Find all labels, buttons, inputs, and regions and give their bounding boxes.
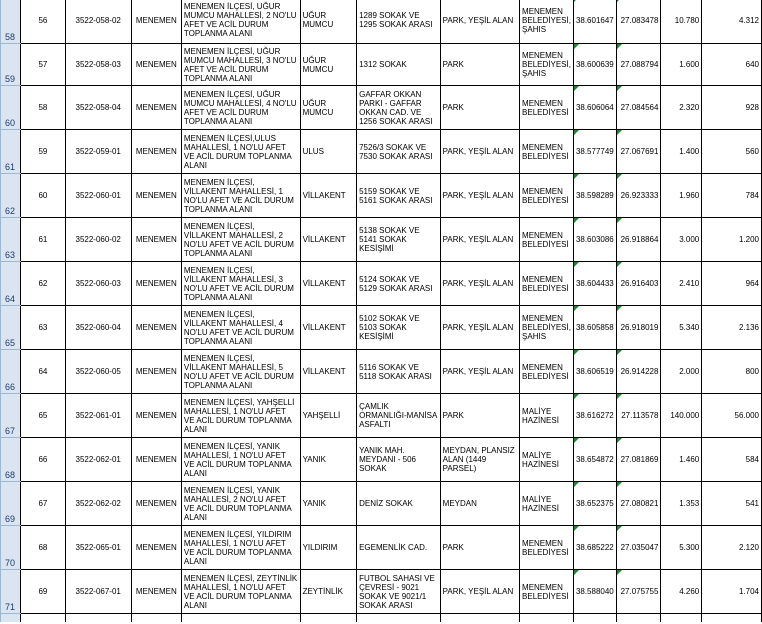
- row-no-cell[interactable]: 63: [21, 306, 66, 350]
- district-cell[interactable]: MENEMEN: [131, 130, 181, 174]
- description-cell[interactable]: MENEMEN İLÇESİ, UĞUR MUMCU MAHALLESİ, 4 NO'LU AFET VE ACİL DURUM TOPLANMA ALANI: [181, 86, 300, 130]
- longitude-cell[interactable]: 27.084564: [616, 86, 661, 130]
- code-cell[interactable]: 3522-058-02: [65, 0, 131, 44]
- neighborhood-cell[interactable]: VİLLAKENT: [300, 350, 357, 394]
- area-type-cell[interactable]: PARK, YEŞİL ALAN: [440, 570, 519, 614]
- neighborhood-cell[interactable]: YANIK: [300, 438, 357, 482]
- area-size-cell[interactable]: 5.300: [661, 526, 702, 570]
- code-cell[interactable]: 3522-059-01: [65, 130, 131, 174]
- owner-cell[interactable]: MENEMEN BELEDİYESİ: [520, 526, 574, 570]
- owner-cell[interactable]: MENEMEN BELEDİYESİ: [520, 130, 574, 174]
- neighborhood-cell[interactable]: VİLLAKENT: [300, 218, 357, 262]
- neighborhood-cell[interactable]: UĞUR MUMCU: [300, 44, 357, 86]
- owner-cell[interactable]: MENEMEN BELEDİYESİ, ŞAHIS: [520, 306, 574, 350]
- code-cell[interactable]: 3522-067-01: [65, 570, 131, 614]
- table-row: [1, 86, 762, 130]
- row-no-cell[interactable]: 62: [21, 262, 66, 306]
- owner-cell[interactable]: MENEMEN BELEDİYESİ: [520, 350, 574, 394]
- row-header[interactable]: 62: [1, 174, 21, 218]
- empty-cell[interactable]: [65, 614, 131, 622]
- description-cell[interactable]: MENEMEN İLÇESİ,ULUS MAHALLESİ, 1 NO'LU AFET VE ACİL DURUM TOPLANMA ALANI: [181, 130, 300, 174]
- neighborhood-cell[interactable]: VİLLAKENT: [300, 262, 357, 306]
- longitude-cell[interactable]: 27.080821: [616, 482, 661, 526]
- area-type-cell[interactable]: MEYDAN: [440, 482, 519, 526]
- code-cell[interactable]: 3522-060-04: [65, 306, 131, 350]
- area-type-cell[interactable]: PARK, YEŞİL ALAN: [440, 0, 519, 44]
- district-cell[interactable]: MENEMEN: [131, 526, 181, 570]
- longitude-cell[interactable]: 27.113578: [616, 394, 661, 438]
- owner-cell[interactable]: MENEMEN BELEDİYESİ: [520, 174, 574, 218]
- row-no-cell[interactable]: 65: [21, 394, 66, 438]
- grid-body: [1, 0, 762, 622]
- neighborhood-cell[interactable]: ZEYTİNLİK: [300, 570, 357, 614]
- location-cell[interactable]: 1289 SOKAK VE 1295 SOKAK ARASI: [357, 0, 441, 44]
- table-row: [1, 218, 762, 262]
- area-size-cell[interactable]: 1.460: [661, 438, 702, 482]
- description-cell[interactable]: MENEMEN İLÇESİ, UĞUR MUMCU MAHALLESİ, 2 NO'LU AFET VE ACİL DURUM TOPLANMA ALANI: [181, 0, 300, 44]
- table-row: [1, 350, 762, 394]
- empty-cell[interactable]: [702, 614, 762, 622]
- row-header[interactable]: 59: [1, 44, 21, 86]
- latitude-cell[interactable]: 38.606064: [573, 86, 616, 130]
- code-cell[interactable]: 3522-060-02: [65, 218, 131, 262]
- row-no-cell[interactable]: 56: [21, 0, 66, 44]
- longitude-cell[interactable]: 27.035047: [616, 526, 661, 570]
- latitude-cell[interactable]: 38.606519: [573, 350, 616, 394]
- owner-cell[interactable]: MENEMEN BELEDİYESİ, ŞAHIS: [520, 0, 574, 44]
- description-cell[interactable]: MENEMEN İLÇESİ, YAHŞELLİ MAHALLESİ, 1 NO'LU AFET VE ACİL DURUM TOPLANMA ALANI: [181, 394, 300, 438]
- owner-cell[interactable]: MENEMEN BELEDİYESİ, ŞAHIS: [520, 44, 574, 86]
- row-header[interactable]: 65: [1, 306, 21, 350]
- latitude-cell[interactable]: 38.577749: [573, 130, 616, 174]
- table-row: [1, 394, 762, 438]
- location-cell[interactable]: 1312 SOKAK: [357, 44, 441, 86]
- table-row: [1, 306, 762, 350]
- area-type-cell[interactable]: PARK, YEŞİL ALAN: [440, 130, 519, 174]
- table-row: [1, 44, 762, 86]
- code-cell[interactable]: 3522-062-01: [65, 438, 131, 482]
- longitude-cell[interactable]: 26.918019: [616, 306, 661, 350]
- table-row: [1, 526, 762, 570]
- district-cell[interactable]: MENEMEN: [131, 350, 181, 394]
- longitude-cell[interactable]: 27.081869: [616, 438, 661, 482]
- description-cell[interactable]: MENEMEN İLÇESİ, YILDIRIM MAHALLESİ, 1 NO'LU AFET VE ACİL DURUM TOPLANMA ALANI: [181, 526, 300, 570]
- district-cell[interactable]: MENEMEN: [131, 0, 181, 44]
- code-cell[interactable]: 3522-058-03: [65, 44, 131, 86]
- row-no-cell[interactable]: 64: [21, 350, 66, 394]
- area-size-cell[interactable]: 5.340: [661, 306, 702, 350]
- location-cell[interactable]: GAFFAR OKKAN PARKI - GAFFAR OKKAN CAD. VE 1256 SOKAK ARASI: [357, 86, 441, 130]
- area-size-cell[interactable]: 3.000: [661, 218, 702, 262]
- row-header[interactable]: 61: [1, 130, 21, 174]
- owner-cell[interactable]: MENEMEN BELEDİYESİ: [520, 218, 574, 262]
- owner-cell[interactable]: MENEMEN BELEDİYESİ: [520, 86, 574, 130]
- location-cell[interactable]: 5159 SOKAK VE 5161 SOKAK ARASI: [357, 174, 441, 218]
- district-cell[interactable]: MENEMEN: [131, 218, 181, 262]
- location-cell[interactable]: 5124 SOKAK VE 5129 SOKAK ARASI: [357, 262, 441, 306]
- row-no-cell[interactable]: 58: [21, 86, 66, 130]
- location-cell[interactable]: ÇAMLIK ORMANLIĞI-MANİSA ASFALTI: [357, 394, 441, 438]
- code-cell[interactable]: 3522-058-04: [65, 86, 131, 130]
- row-no-cell[interactable]: 57: [21, 44, 66, 86]
- empty-cell[interactable]: [181, 614, 300, 622]
- table-row: [1, 130, 762, 174]
- area-type-cell[interactable]: PARK, YEŞİL ALAN: [440, 306, 519, 350]
- latitude-cell[interactable]: 38.685222: [573, 526, 616, 570]
- row-no-cell[interactable]: 59: [21, 130, 66, 174]
- empty-cell[interactable]: [573, 614, 616, 622]
- description-cell[interactable]: MENEMEN İLÇESİ, VİLLAKENT MAHALLESİ, 4 NO'LU AFET VE ACİL DURUM TOPLANMA ALANI: [181, 306, 300, 350]
- area-type-cell[interactable]: PARK: [440, 44, 519, 86]
- area-type-cell[interactable]: MEYDAN, PLANSIZ ALAN (1449 PARSEL): [440, 438, 519, 482]
- code-cell[interactable]: 3522-060-05: [65, 350, 131, 394]
- location-cell[interactable]: YANIK MAH. MEYDANI - 506 SOKAK: [357, 438, 441, 482]
- description-cell[interactable]: MENEMEN İLÇESİ, VİLLAKENT MAHALLESİ, 3 NO'LU AFET VE ACİL DURUM TOPLANMA ALANI: [181, 262, 300, 306]
- description-cell[interactable]: MENEMEN İLÇESİ, YANIK MAHALLESİ, 1 NO'LU AFET VE ACİL DURUM TOPLANMA ALANI: [181, 438, 300, 482]
- code-cell[interactable]: 3522-062-02: [65, 482, 131, 526]
- empty-cell[interactable]: [357, 614, 441, 622]
- area-size-cell[interactable]: 10.780: [661, 0, 702, 44]
- area-size-cell[interactable]: 4.260: [661, 570, 702, 614]
- longitude-cell[interactable]: 26.923333: [616, 174, 661, 218]
- area-type-cell[interactable]: PARK: [440, 526, 519, 570]
- table-row: [1, 174, 762, 218]
- neighborhood-cell[interactable]: YANIK: [300, 482, 357, 526]
- table-row: [1, 262, 762, 306]
- capacity-cell[interactable]: 800: [702, 350, 762, 394]
- location-cell[interactable]: FUTBOL SAHASI VE ÇEVRESİ - 9021 SOKAK VE 9021/1 SOKAK ARASI: [357, 570, 441, 614]
- area-size-cell[interactable]: 2.410: [661, 262, 702, 306]
- row-no-cell[interactable]: 61: [21, 218, 66, 262]
- row-header[interactable]: 70: [1, 526, 21, 570]
- empty-cell[interactable]: [520, 614, 574, 622]
- empty-cell[interactable]: [131, 614, 181, 622]
- table-row: [1, 614, 762, 622]
- area-type-cell[interactable]: PARK, YEŞİL ALAN: [440, 350, 519, 394]
- longitude-cell[interactable]: 27.083478: [616, 0, 661, 44]
- location-cell[interactable]: DENİZ SOKAK: [357, 482, 441, 526]
- row-no-cell[interactable]: 68: [21, 526, 66, 570]
- district-cell[interactable]: MENEMEN: [131, 394, 181, 438]
- table-row: [1, 570, 762, 614]
- row-header[interactable]: 71: [1, 570, 21, 614]
- capacity-cell[interactable]: 560: [702, 130, 762, 174]
- district-cell[interactable]: MENEMEN: [131, 570, 181, 614]
- row-header[interactable]: 67: [1, 394, 21, 438]
- owner-cell[interactable]: MENEMEN BELEDİYESİ: [520, 262, 574, 306]
- district-cell[interactable]: MENEMEN: [131, 86, 181, 130]
- latitude-cell[interactable]: 38.654872: [573, 438, 616, 482]
- neighborhood-cell[interactable]: ULUS: [300, 130, 357, 174]
- location-cell[interactable]: 5138 SOKAK VE 5141 SOKAK KESİŞİMİ: [357, 218, 441, 262]
- longitude-cell[interactable]: 26.918864: [616, 218, 661, 262]
- longitude-cell[interactable]: 27.088794: [616, 44, 661, 86]
- row-header[interactable]: 68: [1, 438, 21, 482]
- area-type-cell[interactable]: PARK, YEŞİL ALAN: [440, 174, 519, 218]
- area-type-cell[interactable]: PARK: [440, 86, 519, 130]
- area-type-cell[interactable]: PARK: [440, 394, 519, 438]
- row-header[interactable]: 64: [1, 262, 21, 306]
- capacity-cell[interactable]: 2.120: [702, 526, 762, 570]
- table-row: [1, 0, 762, 44]
- capacity-cell[interactable]: 964: [702, 262, 762, 306]
- area-size-cell[interactable]: 1.960: [661, 174, 702, 218]
- area-type-cell[interactable]: PARK, YEŞİL ALAN: [440, 262, 519, 306]
- description-cell[interactable]: MENEMEN İLÇESİ, UĞUR MUMCU MAHALLESİ, 3 NO'LU AFET VE ACİL DURUM TOPLANMA ALANI: [181, 44, 300, 86]
- area-size-cell[interactable]: 2.000: [661, 350, 702, 394]
- empty-cell[interactable]: [661, 614, 702, 622]
- owner-cell[interactable]: MALİYE HAZİNESİ: [520, 394, 574, 438]
- latitude-cell[interactable]: 38.598289: [573, 174, 616, 218]
- capacity-cell[interactable]: 1.704: [702, 570, 762, 614]
- neighborhood-cell[interactable]: UĞUR MUMCU: [300, 0, 357, 44]
- empty-cell[interactable]: [440, 614, 519, 622]
- code-cell[interactable]: 3522-060-03: [65, 262, 131, 306]
- neighborhood-cell[interactable]: VİLLAKENT: [300, 306, 357, 350]
- row-no-cell[interactable]: 60: [21, 174, 66, 218]
- description-cell[interactable]: MENEMEN İLÇESİ, YANIK MAHALLESİ, 2 NO'LU AFET VE ACİL DURUM TOPLANMA ALANI: [181, 482, 300, 526]
- district-cell[interactable]: MENEMEN: [131, 44, 181, 86]
- capacity-cell[interactable]: 584: [702, 438, 762, 482]
- owner-cell[interactable]: MALİYE HAZİNESİ: [520, 438, 574, 482]
- neighborhood-cell[interactable]: UĞUR MUMCU: [300, 86, 357, 130]
- longitude-cell[interactable]: 27.067691: [616, 130, 661, 174]
- district-cell[interactable]: MENEMEN: [131, 482, 181, 526]
- area-size-cell[interactable]: 1.400: [661, 130, 702, 174]
- area-size-cell[interactable]: 1.600: [661, 44, 702, 86]
- location-cell[interactable]: 5116 SOKAK VE 5118 SOKAK ARASI: [357, 350, 441, 394]
- district-cell[interactable]: MENEMEN: [131, 438, 181, 482]
- row-header[interactable]: 60: [1, 86, 21, 130]
- row-no-cell[interactable]: 66: [21, 438, 66, 482]
- row-header[interactable]: 58: [1, 0, 21, 44]
- latitude-cell[interactable]: 38.616272: [573, 394, 616, 438]
- district-cell[interactable]: MENEMEN: [131, 262, 181, 306]
- code-cell[interactable]: 3522-060-01: [65, 174, 131, 218]
- latitude-cell[interactable]: 38.600639: [573, 44, 616, 86]
- capacity-cell[interactable]: 640: [702, 44, 762, 86]
- description-cell[interactable]: MENEMEN İLÇESİ, ZEYTİNLİK MAHALLESİ, 1 NO'LU AFET VE ACİL DURUM TOPLANMA ALANI: [181, 570, 300, 614]
- row-no-cell[interactable]: 67: [21, 482, 66, 526]
- district-cell[interactable]: MENEMEN: [131, 174, 181, 218]
- longitude-cell[interactable]: 26.914228: [616, 350, 661, 394]
- neighborhood-cell[interactable]: YILDIRIM: [300, 526, 357, 570]
- capacity-cell[interactable]: 928: [702, 86, 762, 130]
- table-row: [1, 438, 762, 482]
- capacity-cell[interactable]: 4.312: [702, 0, 762, 44]
- location-cell[interactable]: 7526/3 SOKAK VE 7530 SOKAK ARASI: [357, 130, 441, 174]
- area-size-cell[interactable]: 1.353: [661, 482, 702, 526]
- description-cell[interactable]: MENEMEN İLÇESİ, VİLLAKENT MAHALLESİ, 2 NO'LU AFET VE ACİL DURUM TOPLANMA ALANI: [181, 218, 300, 262]
- capacity-cell[interactable]: 1.200: [702, 218, 762, 262]
- capacity-cell[interactable]: 541: [702, 482, 762, 526]
- longitude-cell[interactable]: 26.916403: [616, 262, 661, 306]
- area-size-cell[interactable]: 140.000: [661, 394, 702, 438]
- owner-cell[interactable]: MALİYE HAZİNESİ: [520, 482, 574, 526]
- empty-cell[interactable]: [21, 614, 66, 622]
- description-cell[interactable]: MENEMEN İLÇESİ, VİLLAKENT MAHALLESİ, 1 NO'LU AFET VE ACİL DURUM TOPLANMA ALANI: [181, 174, 300, 218]
- row-header[interactable]: 63: [1, 218, 21, 262]
- location-cell[interactable]: EGEMENLİK CAD.: [357, 526, 441, 570]
- row-header[interactable]: 66: [1, 350, 21, 394]
- owner-cell[interactable]: MENEMEN BELEDİYESİ: [520, 570, 574, 614]
- location-cell[interactable]: 5102 SOKAK VE 5103 SOKAK KESİŞİMİ: [357, 306, 441, 350]
- empty-cell[interactable]: [300, 614, 357, 622]
- latitude-cell[interactable]: 38.605858: [573, 306, 616, 350]
- code-cell[interactable]: 3522-065-01: [65, 526, 131, 570]
- row-header[interactable]: [1, 614, 21, 622]
- description-cell[interactable]: MENEMEN İLÇESİ, VİLLAKENT MAHALLESİ, 5 NO'LU AFET VE ACİL DURUM TOPLANMA ALANI: [181, 350, 300, 394]
- district-cell[interactable]: MENEMEN: [131, 306, 181, 350]
- latitude-cell[interactable]: 38.601647: [573, 0, 616, 44]
- code-cell[interactable]: 3522-061-01: [65, 394, 131, 438]
- neighborhood-cell[interactable]: VİLLAKENT: [300, 174, 357, 218]
- area-type-cell[interactable]: PARK, YEŞİL ALAN: [440, 218, 519, 262]
- capacity-cell[interactable]: 2.136: [702, 306, 762, 350]
- latitude-cell[interactable]: 38.588040: [573, 570, 616, 614]
- latitude-cell[interactable]: 38.652375: [573, 482, 616, 526]
- area-size-cell[interactable]: 2.320: [661, 86, 702, 130]
- longitude-cell[interactable]: 27.075755: [616, 570, 661, 614]
- capacity-cell[interactable]: 56.000: [702, 394, 762, 438]
- latitude-cell[interactable]: 38.603086: [573, 218, 616, 262]
- empty-cell[interactable]: [616, 614, 661, 622]
- row-header[interactable]: 69: [1, 482, 21, 526]
- capacity-cell[interactable]: 784: [702, 174, 762, 218]
- table-row: [1, 482, 762, 526]
- neighborhood-cell[interactable]: YAHŞELLİ: [300, 394, 357, 438]
- latitude-cell[interactable]: 38.604433: [573, 262, 616, 306]
- row-no-cell[interactable]: 69: [21, 570, 66, 614]
